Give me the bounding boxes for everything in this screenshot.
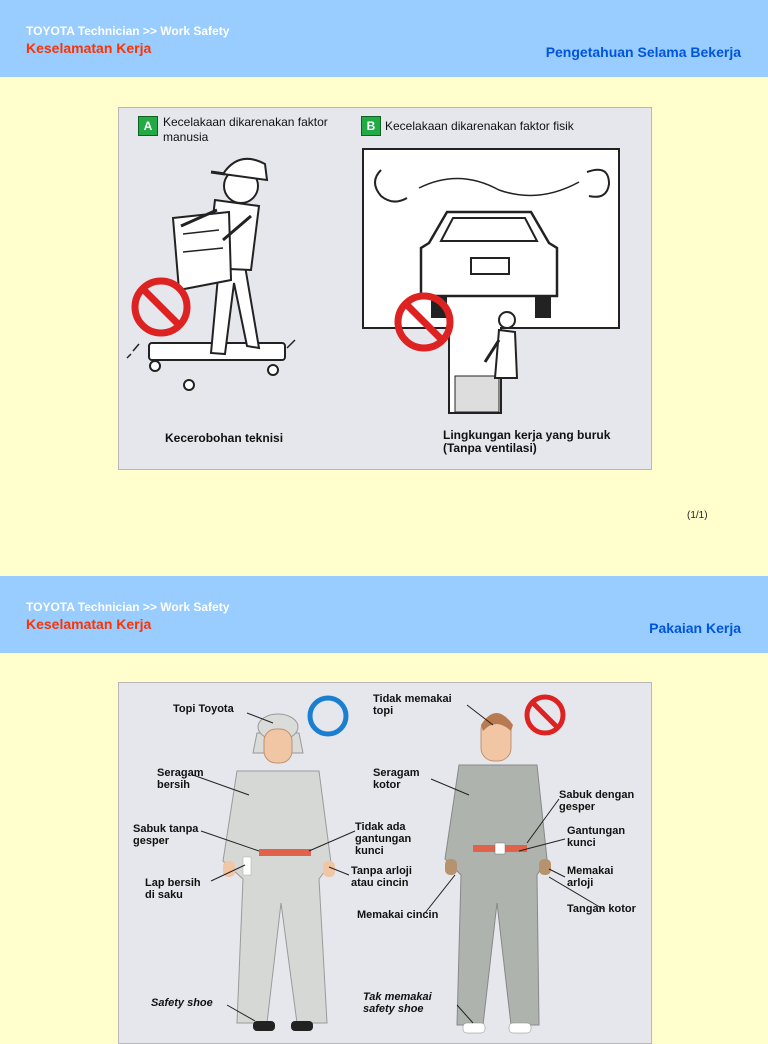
callout-no-key-holder-line3: kunci — [355, 845, 384, 857]
callout-wearing-watch — [567, 865, 613, 889]
callout-dirty-uniform-line2: kotor — [373, 779, 401, 791]
callout-toyota-cap: Topi Toyota — [173, 703, 234, 715]
slide-title: Keselamatan Kerja — [26, 40, 152, 56]
callout-clean-uniform — [157, 767, 203, 791]
callout-no-key-holder-line2: gantungan — [355, 833, 412, 845]
breadcrumb: TOYOTA Technician >> Work Safety — [26, 600, 230, 614]
slide-header — [0, 0, 768, 77]
incorrect-technician-figure — [445, 713, 551, 1033]
callout-belt-no-buckle — [133, 823, 198, 847]
callout-clean-rag — [145, 877, 201, 901]
callout-no-cap — [373, 693, 452, 717]
callout-no-safety-shoe — [363, 991, 432, 1015]
slide-header — [0, 576, 768, 653]
callout-no-cap-line2: topi — [373, 705, 394, 717]
slide-title: Keselamatan Kerja — [26, 616, 152, 632]
callout-no-safety-shoe-line2: safety shoe — [363, 1003, 424, 1015]
callout-key-holder — [567, 825, 625, 849]
label-human-factor-line2: manusia — [163, 130, 209, 144]
callout-no-watch-ring — [351, 865, 412, 889]
caption-poor-environment-line1: Lingkungan kerja yang buruk — [443, 428, 611, 442]
callout-wearing-watch-line1: Memakai — [567, 865, 614, 877]
callout-belt-no-buckle-line2: gesper — [133, 835, 170, 847]
prohibited-sign-icon — [527, 697, 563, 733]
callout-no-safety-shoe-line1: Tak memakai — [363, 991, 432, 1003]
callout-dirty-hands: Tangan kotor — [567, 903, 636, 915]
callout-wearing-ring: Memakai cincin — [357, 909, 439, 921]
accident-causes-figure — [118, 107, 652, 470]
callout-belt-with-buckle-line1: Sabuk dengan — [559, 789, 635, 801]
poor-ventilation-illustration — [119, 108, 651, 469]
callout-dirty-uniform — [373, 767, 419, 791]
slide-work-clothing — [0, 576, 768, 1024]
callout-wearing-watch-line2: arloji — [567, 877, 594, 889]
callout-no-cap-line1: Tidak memakai — [373, 693, 452, 705]
callout-key-holder-line1: Gantungan — [567, 825, 626, 837]
caption-poor-environment-line2: (Tanpa ventilasi) — [443, 441, 537, 455]
callout-no-key-holder — [355, 821, 411, 857]
callout-no-key-holder-line1: Tidak ada — [355, 821, 406, 833]
callout-belt-no-buckle-line1: Sabuk tanpa — [133, 823, 199, 835]
callout-safety-shoe: Safety shoe — [151, 997, 213, 1009]
label-physical-factor: Kecelakaan dikarenakan faktor fisik — [385, 119, 574, 133]
callout-no-watch-ring-line2: atau cincin — [351, 877, 409, 889]
callout-key-holder-line2: kunci — [567, 837, 596, 849]
callout-clean-uniform-line1: Seragam — [157, 767, 204, 779]
callout-clean-rag-line1: Lap bersih — [145, 877, 201, 889]
callout-belt-with-buckle-line2: gesper — [559, 801, 596, 813]
badge-a: A — [138, 116, 158, 136]
label-human-factor-line1: Kecelakaan dikarenakan faktor — [163, 115, 328, 129]
breadcrumb: TOYOTA Technician >> Work Safety — [26, 24, 230, 38]
callout-clean-uniform-line2: bersih — [157, 779, 191, 791]
caption-poor-environment — [443, 429, 610, 455]
callout-clean-rag-line2: di saku — [145, 889, 183, 901]
work-clothing-illustration — [119, 683, 651, 1043]
ok-circle-icon — [310, 698, 346, 734]
work-clothing-figure — [118, 682, 652, 1044]
page-number: (1/1) — [687, 510, 708, 521]
callout-dirty-uniform-line1: Seragam — [373, 767, 420, 779]
caption-careless-technician: Kecerobohan teknisi — [165, 431, 284, 445]
callout-no-watch-ring-line1: Tanpa arloji — [351, 865, 412, 877]
badge-b: B — [361, 116, 381, 136]
callout-belt-with-buckle — [559, 789, 634, 813]
slide-subtitle: Pengetahuan Selama Bekerja — [545, 44, 741, 60]
correct-technician-figure — [223, 714, 335, 1031]
slide-subtitle: Pakaian Kerja — [649, 620, 741, 636]
